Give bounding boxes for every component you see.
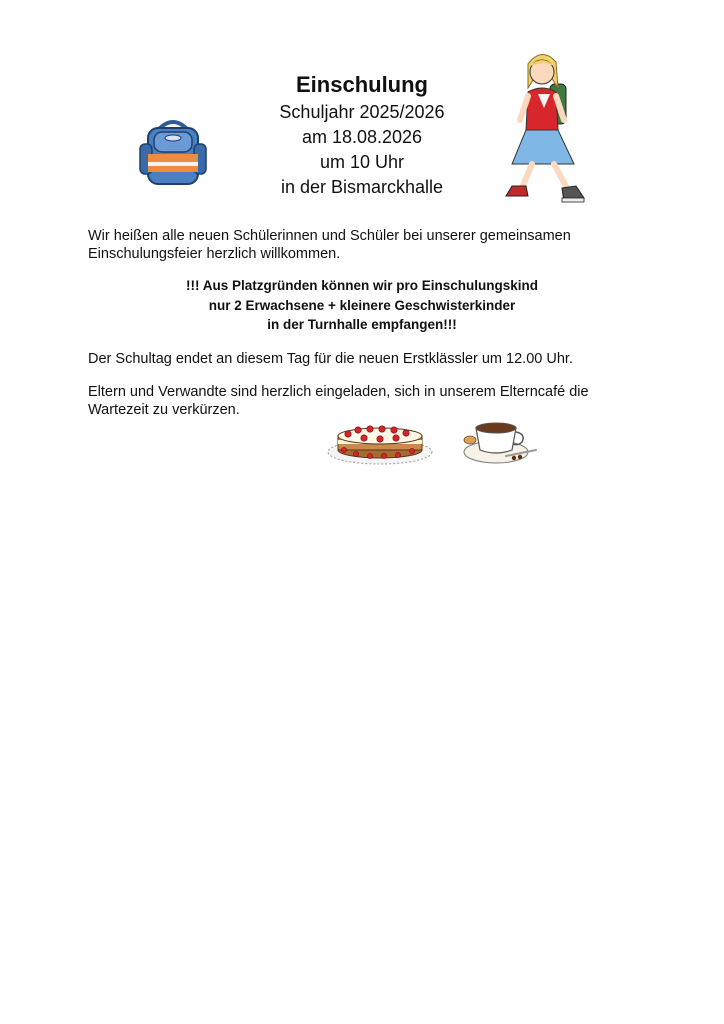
cake-icon xyxy=(326,410,434,466)
notice-line-2: nur 2 Erwachsene + kleinere Geschwisterkinder xyxy=(208,297,516,313)
event-location: in der Bismarckhalle xyxy=(280,177,444,197)
school-year: Schuljahr 2025/2026 xyxy=(279,102,445,122)
schoolgirl-icon xyxy=(498,48,590,210)
notice-line-3: in der Turnhalle empfangen!!! xyxy=(267,317,457,332)
coffee-cup-icon xyxy=(462,410,538,466)
page-title: Einschulung xyxy=(296,72,428,97)
header xyxy=(0,70,724,200)
welcome-paragraph: Wir heißen alle neuen Schülerinnen und Schüler bei unserer gemeinsamen Einschulungsfeier herzlich willkommen. xyxy=(88,228,571,262)
event-date: am 18.08.2026 xyxy=(301,127,423,147)
notice-line-1: !!! Aus Platzgründen können wir pro Einschulungskind xyxy=(185,278,538,293)
event-time: um 10 Uhr xyxy=(319,152,405,172)
backpack-icon xyxy=(134,116,212,188)
cafe-invite-paragraph: Eltern und Verwandte sind herzlich eingeladen, sich in unserem Elterncafé die Wartezeit zu verkürzen. xyxy=(88,384,589,418)
schoolday-end-paragraph: Der Schultag endet an diesem Tag für die neuen Erstklässler um 12.00 Uhr. xyxy=(88,351,573,367)
space-notice xyxy=(0,276,724,335)
